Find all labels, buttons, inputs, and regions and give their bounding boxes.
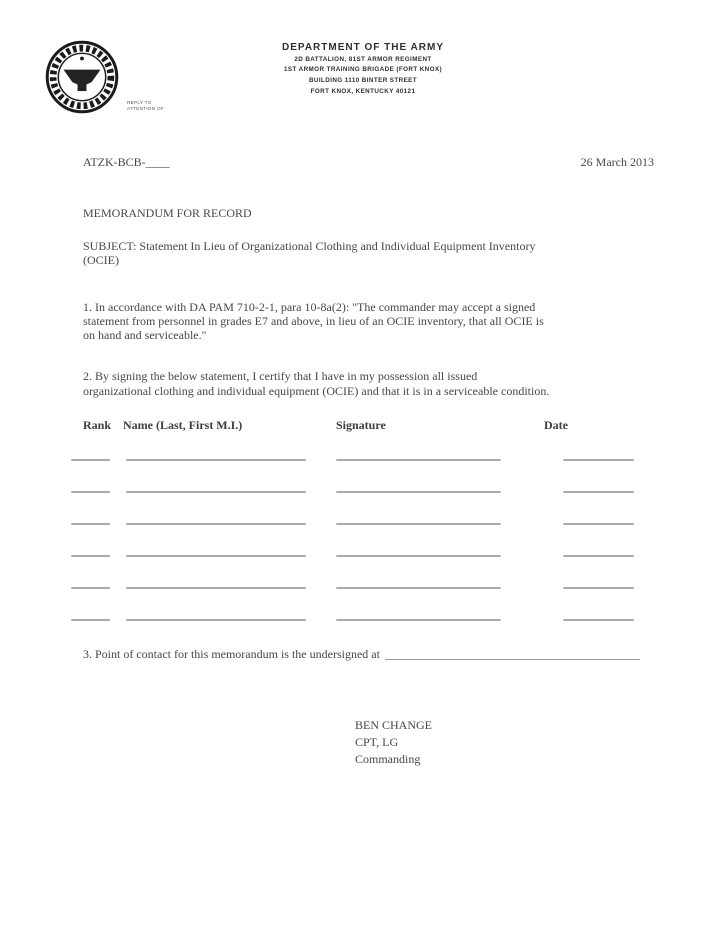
subject-line-2: (OCIE)	[83, 253, 119, 267]
attention-of-line: ATTENTION OF	[127, 106, 164, 111]
paragraph-1-line-1: 1. In accordance with DA PAM 710-2-1, para 10-8a(2): "The commander may accept a signed	[83, 300, 536, 314]
paragraph-2-line-2: organizational clothing and individual equipment (OCIE) and that it is in a serviceable condition.	[83, 384, 550, 398]
table-row	[0, 555, 720, 587]
army-seal-icon	[45, 40, 119, 114]
name-blank-line	[126, 619, 306, 621]
memorandum-for-record-heading: MEMORANDUM FOR RECORD	[83, 206, 252, 220]
date-blank-line	[563, 459, 634, 461]
signer-name: BEN CHANGE	[355, 718, 432, 732]
signature-blank-line	[336, 459, 501, 461]
letterhead-department: DEPARTMENT OF THE ARMY	[282, 42, 444, 53]
subject-line-1: SUBJECT: Statement In Lieu of Organizational Clothing and Individual Equipment Inventory	[83, 239, 536, 253]
signature-blank-line	[336, 523, 501, 525]
column-header-signature: Signature	[336, 418, 386, 432]
signer-title: Commanding	[355, 752, 421, 766]
signer-rank-branch: CPT, LG	[355, 735, 399, 749]
date-blank-line	[563, 555, 634, 557]
date-blank-line	[563, 523, 634, 525]
letterhead-unit-line-4: FORT KNOX, KENTUCKY 40121	[310, 88, 416, 95]
signature-blank-line	[336, 587, 501, 589]
name-blank-line	[126, 587, 306, 589]
name-blank-line	[126, 523, 306, 525]
table-row	[0, 523, 720, 555]
letterhead-unit-line-3: BUILDING 1110 BINTER STREET	[308, 77, 418, 84]
paragraph-1-line-3: on hand and serviceable."	[83, 328, 207, 342]
column-header-name: Name (Last, First M.I.)	[123, 418, 243, 432]
memo-date: 26 March 2013	[580, 155, 654, 169]
rank-blank-line	[71, 619, 110, 621]
rank-blank-line	[71, 587, 110, 589]
point-of-contact-text: 3. Point of contact for this memorandum is the undersigned at	[83, 647, 380, 661]
name-blank-line	[126, 491, 306, 493]
table-row	[0, 459, 720, 491]
signature-blank-line	[336, 555, 501, 557]
rank-blank-line	[71, 459, 110, 461]
letterhead-unit-line-2: 1ST ARMOR TRAINING BRIGADE (FORT KNOX)	[283, 66, 443, 73]
paragraph-2-line-1: 2. By signing the below statement, I certify that I have in my possession all issued	[83, 369, 478, 383]
column-header-rank: Rank	[83, 418, 112, 432]
table-row	[0, 491, 720, 523]
date-blank-line	[563, 619, 634, 621]
point-of-contact-line	[83, 647, 640, 662]
rank-blank-line	[71, 491, 110, 493]
signature-block	[355, 717, 432, 768]
signature-rows	[0, 459, 720, 651]
name-blank-line	[126, 555, 306, 557]
rank-blank-line	[71, 555, 110, 557]
reply-to-attention-label	[127, 100, 164, 112]
paragraph-1-line-2: statement from personnel in grades E7 and above, in lieu of an OCIE inventory, that all OCIE is	[83, 314, 544, 328]
office-symbol: ATZK-BCB-____	[83, 155, 170, 169]
name-blank-line	[126, 459, 306, 461]
column-header-date: Date	[544, 418, 568, 432]
signature-blank-line	[336, 619, 501, 621]
letterhead-unit-line-1: 2D BATTALION, 81ST ARMOR REGIMENT	[294, 56, 432, 63]
date-blank-line	[563, 587, 634, 589]
point-of-contact-blank-line	[385, 659, 640, 660]
signature-blank-line	[336, 491, 501, 493]
date-blank-line	[563, 491, 634, 493]
rank-blank-line	[71, 523, 110, 525]
table-row	[0, 587, 720, 619]
reply-to-line: REPLY TO	[127, 100, 152, 105]
